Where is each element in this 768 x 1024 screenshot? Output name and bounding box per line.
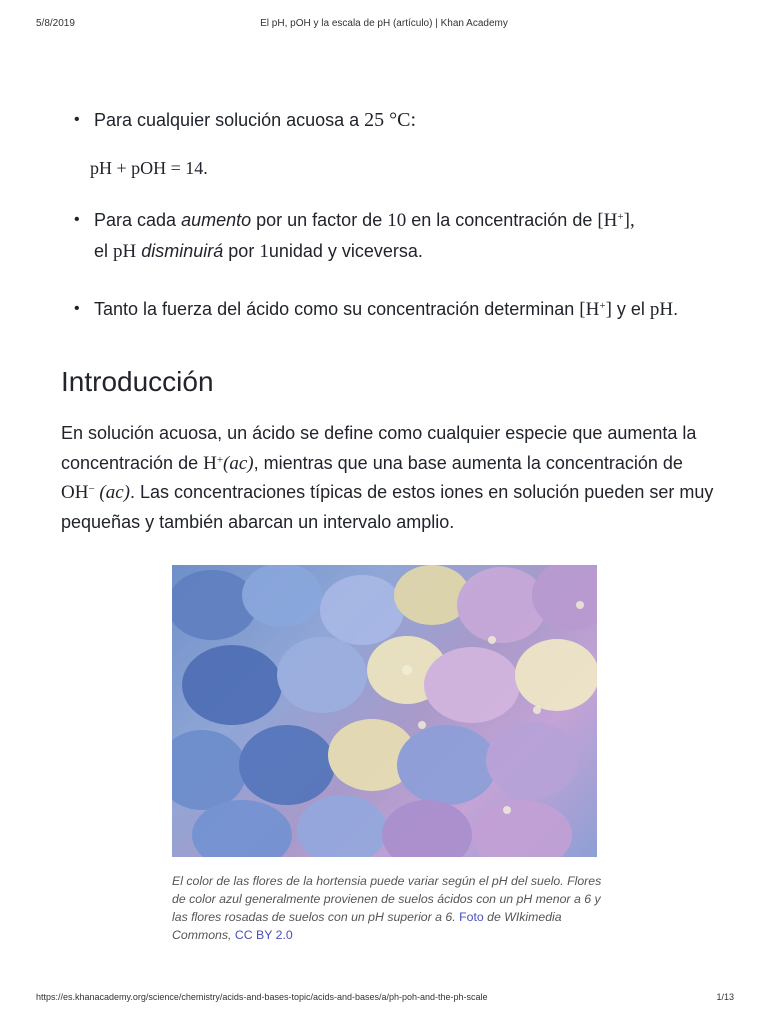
bullet-item-3 (94, 294, 678, 325)
bullet-text: por un factor de (251, 210, 388, 230)
superscript-plus: + (599, 299, 606, 312)
formula-ph-poh: pH + pOH = 14. (90, 158, 208, 178)
math-h-concentration (597, 210, 634, 231)
superscript-plus: + (617, 210, 624, 223)
bullet-text: Para cada (94, 210, 182, 230)
photo-link[interactable]: Foto (459, 910, 484, 924)
hydrangea-photo (172, 565, 597, 857)
math-aqueous: (ac) (94, 482, 131, 503)
emphasis-aumento: aumento (181, 210, 252, 230)
math-aqueous: (ac) (223, 452, 254, 474)
math-factor: 10 (387, 210, 407, 231)
bullet-text: . (673, 299, 679, 319)
math-bracket: ] (605, 299, 612, 320)
print-title: El pH, pOH y la escala de pH (artículo) | Khan Academy (260, 18, 508, 29)
math-one: 1 (259, 241, 269, 262)
emphasis-disminuira: disminuirá (141, 241, 224, 261)
bullet-text: Para cualquier solución acuosa a (94, 110, 365, 130)
math-oh: OH (61, 482, 89, 503)
math-bracket: ], (623, 210, 635, 231)
superscript-minus: − (88, 482, 95, 495)
intro-paragraph (61, 419, 721, 537)
paragraph-text: . Las concentraciones típicas de estos iones en solución pueden ser muy pequeñas y también abarcan un intervalo amplio. (61, 482, 714, 532)
bullet-text: y el (611, 299, 650, 319)
caption-text: de WIkimedia Commons, (172, 910, 562, 942)
math-ph: pH (649, 299, 674, 320)
bullet-item-2 (94, 205, 635, 267)
superscript-plus: + (216, 453, 224, 466)
math-temperature: 25 °C: (364, 109, 417, 131)
bullet-text: por (223, 241, 260, 261)
bullet-item-1 (94, 105, 416, 135)
bullet-text: en la concentración de (406, 210, 598, 230)
figure-caption (172, 872, 602, 944)
hydrangea-illustration (172, 565, 597, 857)
paragraph-text: , mientras que una base aumenta la concentración de (253, 452, 683, 473)
paragraph-text: En solución acuosa, un ácido se define como cualquier especie que aumenta la concentración de (61, 423, 697, 473)
math-h: H (203, 452, 217, 474)
math-h: [H (597, 210, 618, 231)
caption-text: El color de las flores de la hortensia puede variar según el pH del suelo. Flores de color azul generalmente provienen de suelos ácidos con un pH menor a 6 y las flores rosadas de suelos con un pH superior a 6. (172, 874, 602, 924)
print-date: 5/8/2019 (36, 18, 75, 29)
page-number: 1/13 (716, 992, 734, 1002)
math-h: [H (579, 299, 600, 320)
bullet-text: el (94, 241, 114, 261)
math-h-ion (203, 453, 254, 474)
print-url: https://es.khanacademy.org/science/chemistry/acids-and-bases-topic/acids-and-bases/a/ph-poh-and-the-ph-scale (36, 992, 488, 1002)
bullet-text: unidad y viceversa. (268, 241, 423, 261)
section-heading: Introducción (61, 366, 214, 397)
bullet-text: Tanto la fuerza del ácido como su concentración determinan (94, 299, 580, 319)
math-oh-ion (61, 482, 130, 503)
math-ph: pH (113, 241, 137, 262)
math-h-concentration (579, 299, 612, 320)
license-link[interactable]: CC BY 2.0 (234, 928, 293, 942)
